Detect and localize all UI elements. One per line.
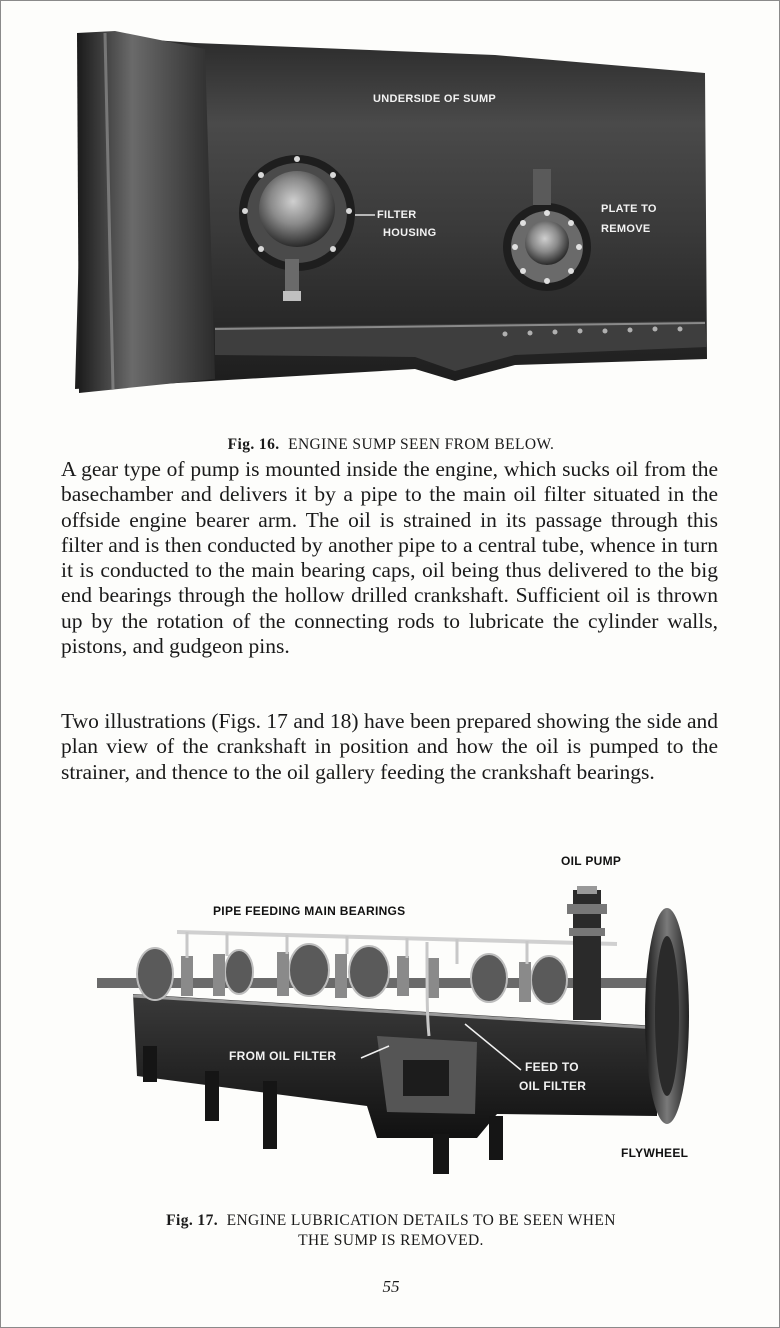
fig17-caption-number: Fig. 17.	[166, 1212, 219, 1229]
from-oil-filter-label: FROM OIL FILTER	[229, 1049, 337, 1063]
filter-housing-label-line2: HOUSING	[383, 227, 437, 239]
crankcase-illustration	[97, 846, 709, 1186]
fig16-caption	[61, 435, 721, 455]
fig16-caption-number: Fig. 16.	[227, 436, 280, 453]
engine-sump-photo	[75, 29, 709, 397]
paragraph-2: Two illustrations (Figs. 17 and 18) have been prepared showing the side and plan view of the crankshaft in position and how the oil is pumped to the strainer, and thence to the oil gallery feeding the crankshaft bearings.	[61, 709, 718, 784]
feed-to-oil-filter-label-line1: FEED TO	[525, 1060, 579, 1074]
fig17-caption	[61, 1211, 721, 1251]
filter-housing-label-line1: FILTER	[377, 209, 417, 221]
feed-to-oil-filter-label-line2: OIL FILTER	[519, 1079, 587, 1093]
plate-to-remove-label-line2: REMOVE	[601, 223, 651, 235]
paragraph-1: A gear type of pump is mounted inside the engine, which sucks oil from the basechamber and delivers it by a pipe to the main oil filter situated in the offside engine bearer arm. The oil is strained in its passage through this filter and is then conducted by another pipe to a central tube, whence in turn it is conducted to the main bearing caps, oil being thus delivered to the big end bearings through the hollow drilled crankshaft. Sufficient oil is thrown up by the rotation of the connecting rods to lubricate the cylinder walls, pistons, and gudgeon pins.	[61, 457, 718, 659]
plate-to-remove-label-line1: PLATE TO	[601, 203, 657, 215]
oil-pump-label: OIL PUMP	[561, 854, 622, 868]
fig17-caption-line2: THE SUMP IS REMOVED.	[298, 1232, 484, 1249]
underside-of-sump-label: UNDERSIDE OF SUMP	[373, 93, 497, 105]
fig17-caption-line1: ENGINE LUBRICATION DETAILS TO BE SEEN WHEN	[226, 1212, 616, 1229]
fig16-caption-text: ENGINE SUMP SEEN FROM BELOW.	[288, 436, 555, 453]
page-number: 55	[382, 1277, 400, 1296]
flywheel-label: FLYWHEEL	[621, 1146, 689, 1160]
engine-lubrication-photo	[97, 846, 709, 1186]
pipe-feeding-main-bearings-label: PIPE FEEDING MAIN BEARINGS	[213, 904, 406, 918]
